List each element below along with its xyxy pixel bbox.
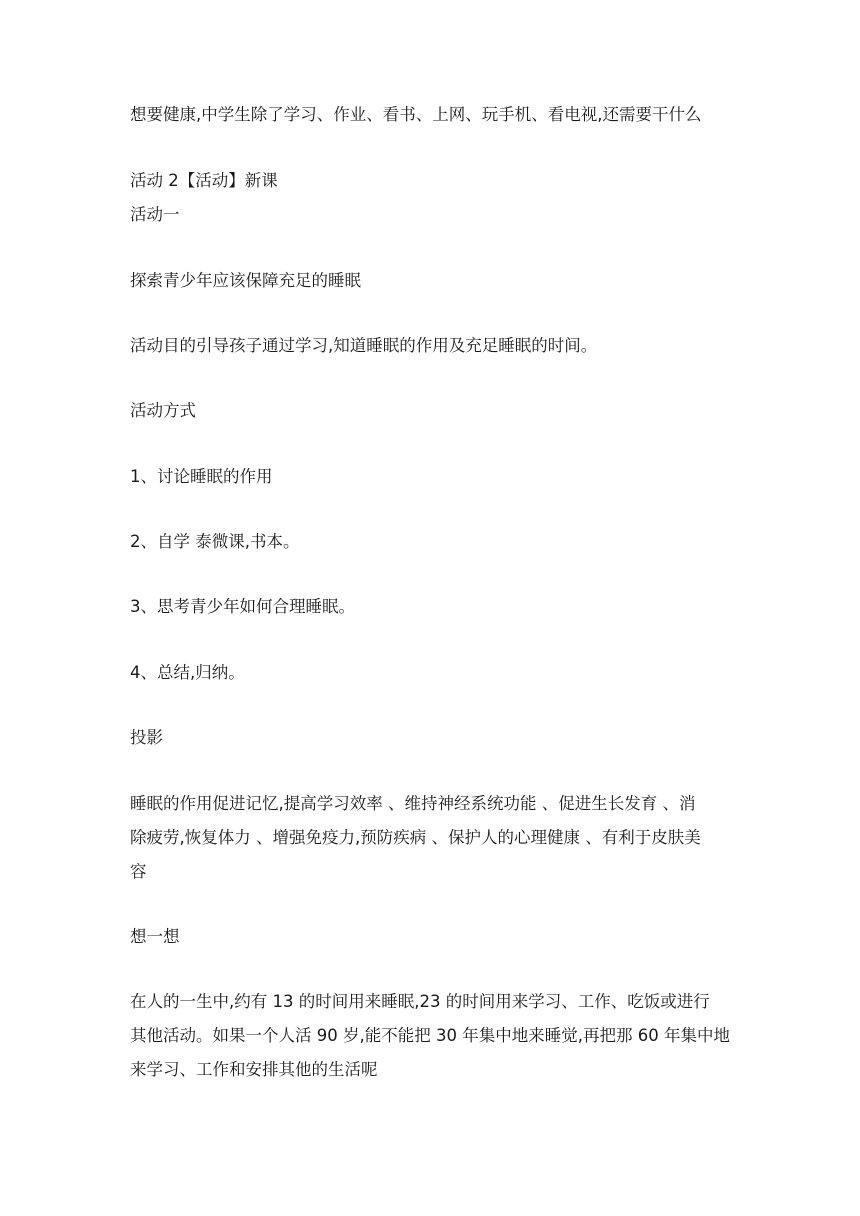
intro-text: 想要健康,中学生除了学习、作业、看书、上网、玩手机、看电视,还需要干什么: [130, 105, 702, 124]
think-paragraph: [130, 985, 730, 1087]
sleep-function-line: 除疲劳,恢复体力 、增强免疫力,预防疾病 、保护人的心理健康 、有利于皮肤美: [130, 828, 701, 847]
step-4: 4、总结,归纳。: [130, 663, 245, 682]
think-line: 来学习、工作和安排其他的生活呢: [130, 1060, 378, 1079]
sleep-function-line: 容: [130, 862, 147, 881]
sleep-function-paragraph: [130, 787, 730, 889]
activity-header: 活动 2【活动】新课: [130, 171, 278, 190]
sleep-function-line: 睡眠的作用促进记忆,提高学习效率 、维持神经系统功能 、促进生长发育 、消: [130, 794, 696, 813]
method-title: 活动方式: [130, 401, 196, 420]
goal-text: 活动目的引导孩子通过学习,知道睡眠的作用及充足睡眠的时间。: [130, 336, 598, 355]
think-title: 想一想: [130, 927, 180, 946]
think-line: 在人的一生中,约有 13 的时间用来睡眠,23 的时间用来学习、工作、吃饭或进行: [130, 992, 710, 1011]
topic-text: 探索青少年应该保障充足的睡眠: [130, 271, 361, 290]
activity-one-label: 活动一: [130, 205, 180, 224]
step-3: 3、思考青少年如何合理睡眠。: [130, 597, 355, 616]
think-line: 其他活动。如果一个人活 90 岁,能不能把 30 年集中地来睡觉,再把那 60 年集中地: [130, 1026, 730, 1045]
projection-title: 投影: [130, 728, 163, 747]
step-2: 2、自学 泰微课,书本。: [130, 532, 300, 551]
step-1: 1、讨论睡眠的作用: [130, 467, 273, 486]
